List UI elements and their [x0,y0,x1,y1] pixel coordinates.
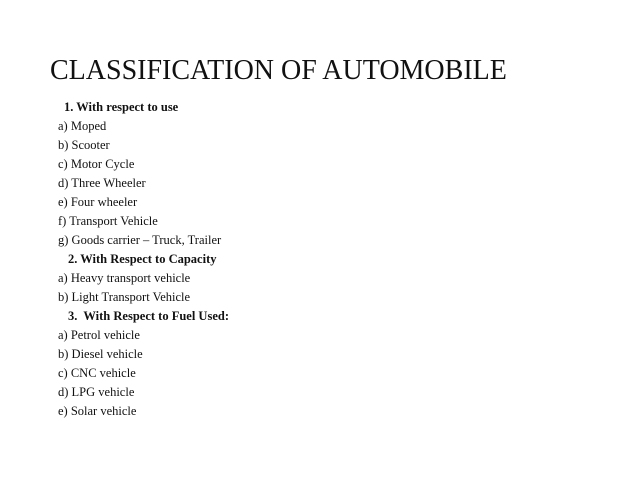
list-item: c) Motor Cycle [58,157,135,171]
section-heading-use: 1. With respect to use [64,100,179,114]
list-item: e) Four wheeler [58,195,138,209]
list-item: e) Solar vehicle [58,404,137,418]
list-item: d) Three Wheeler [58,176,146,190]
list-item: b) Light Transport Vehicle [58,290,191,304]
list-item: a) Moped [58,119,107,133]
section-heading-fuel: 3. With Respect to Fuel Used: [68,309,229,323]
slide-title: CLASSIFICATION OF AUTOMOBILE [50,55,507,86]
section-heading-capacity: 2. With Respect to Capacity [68,252,217,266]
list-item: b) Scooter [58,138,110,152]
slide-content [58,98,578,421]
list-item: f) Transport Vehicle [58,214,158,228]
list-item: d) LPG vehicle [58,385,135,399]
list-item: a) Petrol vehicle [58,328,140,342]
list-item: c) CNC vehicle [58,366,136,380]
list-item: a) Heavy transport vehicle [58,271,191,285]
list-item: g) Goods carrier – Truck, Trailer [58,233,222,247]
list-item: b) Diesel vehicle [58,347,143,361]
